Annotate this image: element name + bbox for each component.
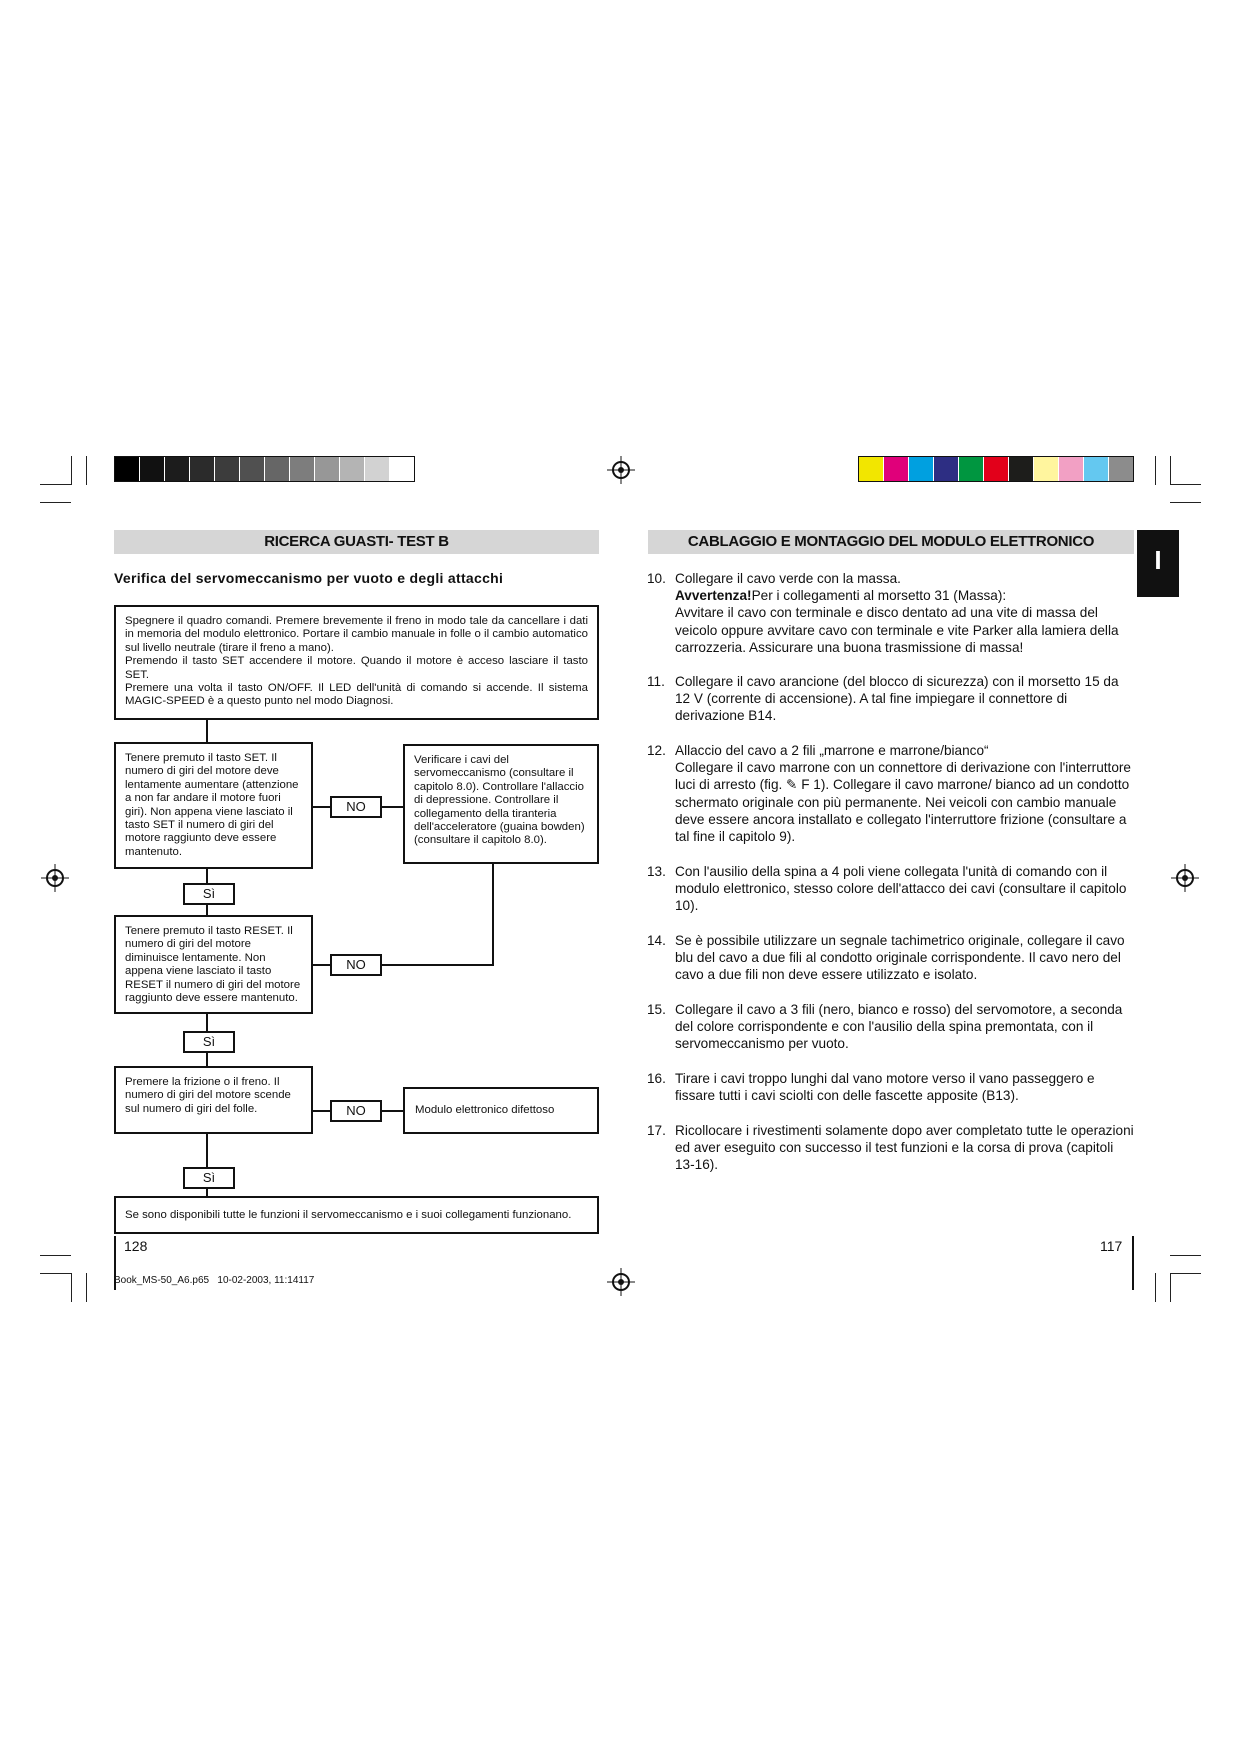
color-swatch <box>189 457 214 481</box>
item-number: 10. <box>647 571 666 586</box>
color-swatch <box>164 457 189 481</box>
item-text: Avvitare il cavo con terminale e disco dentato ad una vite di massa del veicolo oppure avvitare cavo con terminale e vite Parker alla lamiera della carrozzeria. Assicurare una buona trasmissione di massa! <box>675 605 1119 655</box>
crop-mark <box>1155 456 1156 485</box>
item-number: 13. <box>647 864 666 879</box>
list-item <box>648 932 1134 984</box>
list-item <box>648 570 1134 656</box>
item-text: Se è possibile utilizzare un segnale tachimetrico originale, collegare il cavo blu del cavo a due fili al condotto originale corrispondente. Il cavo nero del cavo a due fili non deve essere utilizzato e isolato. <box>675 933 1125 983</box>
list-item <box>648 863 1134 915</box>
color-swatch <box>139 457 164 481</box>
section-tab <box>1137 530 1179 597</box>
item-text: Allaccio del cavo a 2 fili „marrone e marrone/bianco“ Collegare il cavo marrone con un connettore di derivazione con l'interruttore luci di arresto (fig. ✎ F 1). Collegare il cavo marrone/ bianco ad un condotto schermato originale con più permanente. Nei veicoli con cambio manuale deve essere ancora installato e collegato l'interruttore frizione (consultare a tal fine il capitolo 9). <box>675 743 1131 845</box>
yes-label: Sì <box>183 1031 235 1053</box>
item-number: 16. <box>647 1071 666 1086</box>
flow-step-set-box: Tenere premuto il tasto SET. Il numero di giri del motore deve lentamente aumentare (attenzione a non far andare il motore fuori giri). Non appena viene lasciato il tasto SET il numero di giri del motore raggiunto deve essere mantenuto. <box>114 742 313 869</box>
flow-connector <box>492 864 494 966</box>
item-text: Con l'ausilio della spina a 4 poli viene collegata l'unità di comando con il modulo elettronico, stesso colore dell'attacco dei cavi (consultare il capitolo 10). <box>675 864 1127 914</box>
yes-label: Sì <box>183 883 235 905</box>
color-swatch <box>264 457 289 481</box>
crop-mark <box>40 1255 71 1256</box>
list-item <box>648 742 1134 845</box>
color-swatch <box>239 457 264 481</box>
color-swatch <box>1108 457 1133 481</box>
color-swatch <box>389 457 414 481</box>
color-swatch <box>1058 457 1083 481</box>
item-text: Collegare il cavo arancione (del blocco di sicurezza) con il morsetto 15 da 12 V (corrente di accensione). A tal fine impiegare il connettore di derivazione B14. <box>675 674 1119 724</box>
flow-end-box: Se sono disponibili tutte le funzioni il servomeccanismo e i suoi collegamenti funzionano. <box>114 1196 599 1234</box>
color-swatch <box>859 457 883 481</box>
color-swatch <box>1033 457 1058 481</box>
color-swatch <box>339 457 364 481</box>
crop-mark <box>40 1273 71 1274</box>
footer-slug: Book_MS-50_A6.p65 10-02-2003, 11:14117 <box>114 1275 315 1286</box>
section-subtitle: Verifica del servomeccanismo per vuoto e degli attacchi <box>114 570 504 586</box>
item-number: 17. <box>647 1123 666 1138</box>
yes-label: Sì <box>183 1167 235 1189</box>
color-swatch <box>314 457 339 481</box>
page-number-rule <box>1132 1236 1134 1290</box>
color-swatch <box>289 457 314 481</box>
color-swatch <box>983 457 1008 481</box>
color-swatch <box>908 457 933 481</box>
no-label: NO <box>330 1100 382 1122</box>
crop-mark <box>1155 1273 1156 1302</box>
item-number: 12. <box>647 743 666 758</box>
check-servo-box: Verificare i cavi del servomeccanismo (consultare il capitolo 8.0). Controllare l'allaccio di depressione. Controllare il collegamento della tiranteria dell'acceleratore (guaina bowden)(consultare il capitolo 8.0). <box>403 744 599 864</box>
list-item <box>648 673 1134 725</box>
flow-step-clutch-box: Premere la frizione o il freno. Il numero di giri del motore scende sul numero di giri del folle. <box>114 1066 313 1134</box>
page-header-left: RICERCA GUASTI- TEST B <box>114 530 599 554</box>
no-label: NO <box>330 796 382 818</box>
registration-mark-icon <box>607 1268 635 1296</box>
item-text: Ricollocare i rivestimenti solamente dopo aver completato tutte le operazioni ed aver eseguito con successo il test funzioni e la corsa di prova (capitoli 13-16). <box>675 1123 1134 1173</box>
crop-mark <box>86 456 87 485</box>
item-warning-text: Per i collegamenti al morsetto 31 (Massa): <box>751 588 1007 604</box>
crop-mark <box>86 1273 87 1302</box>
crop-mark <box>1170 1273 1201 1274</box>
module-defective-box: Modulo elettronico difettoso <box>403 1087 599 1134</box>
registration-mark-icon <box>607 456 635 484</box>
item-lead: Collegare il cavo verde con la massa. <box>675 571 901 586</box>
flow-step-reset-box: Tenere premuto il tasto RESET. Il numero di giri del motore diminuisce lentamente. Non appena viene lasciato il tasto RESET il numero di giri del motore raggiunto deve essere mantenuto. <box>114 915 313 1014</box>
crop-mark <box>71 456 72 485</box>
item-number: 11. <box>647 674 665 689</box>
item-number: 15. <box>647 1002 666 1017</box>
registration-mark-icon <box>41 864 69 892</box>
color-swatch <box>933 457 958 481</box>
grayscale-bar <box>114 456 415 482</box>
item-text: Tirare i cavi troppo lunghi dal vano motore verso il vano passeggero e fissare tutti i cavi sciolti con delle fascette apposite (B13). <box>675 1071 1095 1104</box>
crop-mark <box>1170 502 1201 503</box>
color-swatch <box>364 457 389 481</box>
item-number: 14. <box>647 933 666 948</box>
page-number-left: 128 <box>124 1238 148 1254</box>
crop-mark <box>40 502 71 503</box>
item-text: Collegare il cavo a 3 fili (nero, bianco e rosso) del servomotore, a seconda del colore corrispondente e con l'ausilio della spina premontata, con il servomeccanismo per vuoto. <box>675 1002 1123 1052</box>
color-swatch <box>1083 457 1108 481</box>
page-number-right: 117 <box>1100 1238 1123 1254</box>
color-swatch <box>1008 457 1033 481</box>
crop-mark <box>1170 1255 1201 1256</box>
color-swatch <box>115 457 139 481</box>
color-bar <box>858 456 1134 482</box>
no-label: NO <box>330 954 382 976</box>
list-item <box>648 1122 1134 1174</box>
item-warning: Avvertenza! <box>675 588 752 604</box>
flow-connector <box>206 720 208 743</box>
list-item <box>648 1070 1134 1104</box>
flow-start-box: Spegnere il quadro comandi. Premere brevemente il freno in modo tale da cancellare i dati in memoria del modulo elettronico. Portare il cambio manuale in folle o il cambio automatico sul livello neutrale (tirare il freno a mano). Premendo il tasto SET accendere il motore. Quando il motore è acceso lasciare il tasto SET. Premere una volta il tasto ON/OFF. Il LED dell'unità di comando si accende. Il sistema MAGIC-SPEED è a questo punto nel modo Diagnosi. <box>114 605 599 720</box>
list-item <box>648 1001 1134 1053</box>
color-swatch <box>958 457 983 481</box>
crop-mark <box>1170 484 1201 485</box>
page-header-right: CABLAGGIO E MONTAGGIO DEL MODULO ELETTRONICO <box>648 530 1134 554</box>
color-swatch <box>883 457 908 481</box>
crop-mark <box>1170 456 1171 485</box>
color-swatch <box>214 457 239 481</box>
crop-mark <box>40 484 71 485</box>
crop-mark <box>71 1273 72 1302</box>
crop-mark <box>1170 1273 1171 1302</box>
section-tab-label: I <box>1154 545 1162 575</box>
registration-mark-icon <box>1171 864 1199 892</box>
